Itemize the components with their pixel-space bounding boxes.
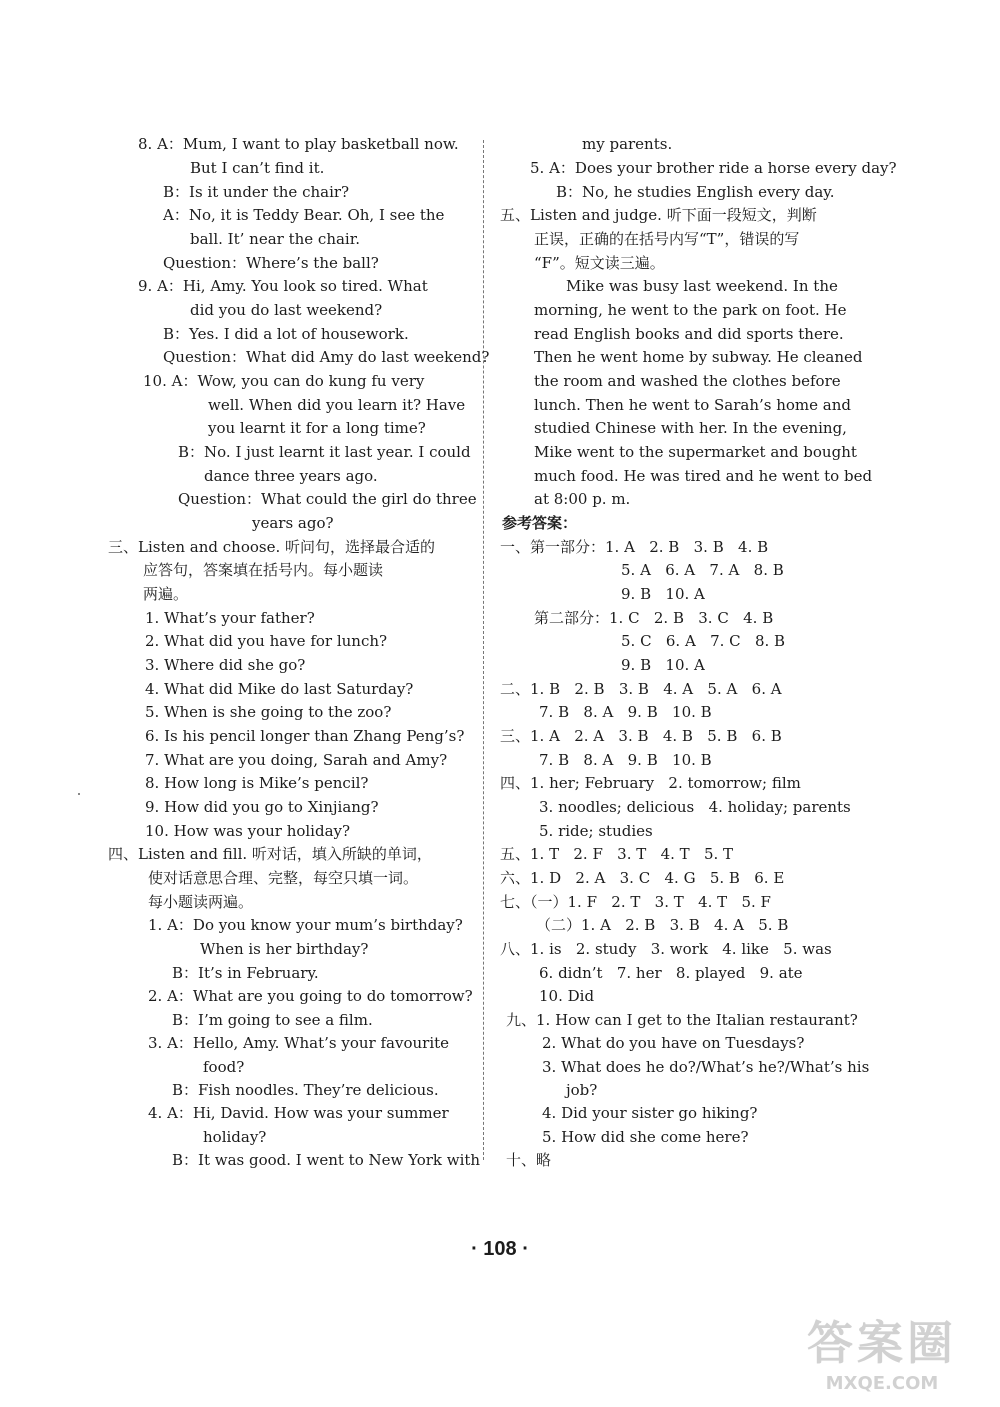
- question-item: 7. What are you doing, Sarah and Amy?: [145, 751, 448, 769]
- answer-line: 六、1. D 2. A 3. C 4. G 5. B 6. E: [500, 869, 785, 887]
- dialogue-line: When is her birthday?: [200, 940, 369, 958]
- scan-speck: [78, 793, 80, 795]
- dialogue-line: 3. A：Hello, Amy. What’s your favourite: [148, 1034, 450, 1052]
- question-item: 9. How did you go to Xinjiang?: [145, 798, 379, 816]
- answer-line: 7. B 8. A 9. B 10. B: [539, 703, 712, 721]
- dialogue-line: A：No, it is Teddy Bear. Oh, I see the: [163, 206, 445, 224]
- dialogue-line: B：Yes. I did a lot of housework.: [163, 325, 409, 343]
- answer-line: 三、1. A 2. A 3. B 4. B 5. B 6. B: [500, 727, 782, 745]
- column-divider: [483, 140, 484, 1160]
- answer-line: 第二部分：1. C 2. B 3. C 4. B: [534, 609, 774, 627]
- dialogue-line: B：Fish noodles. They’re delicious.: [172, 1081, 439, 1099]
- question-item: 10. How was your holiday?: [145, 822, 351, 840]
- answer-line: 10. Did: [539, 987, 595, 1005]
- passage-line: Mike was busy last weekend. In the: [566, 277, 838, 295]
- answer-line: 5. ride; studies: [539, 822, 653, 840]
- section-heading: 五、Listen and judge. 听下面一段短文，判断: [500, 206, 817, 224]
- answer-line: 5. A 6. A 7. A 8. B: [621, 561, 784, 579]
- passage-line: morning, he went to the park on foot. He: [534, 301, 847, 319]
- passage-line: the room and washed the clothes before: [534, 372, 841, 390]
- dialogue-line: ball. It’ near the chair.: [190, 230, 361, 248]
- passage-line: Then he went home by subway. He cleaned: [534, 348, 863, 366]
- answer-line: 5. C 6. A 7. C 8. B: [621, 632, 786, 650]
- dialogue-line: my parents.: [582, 135, 673, 153]
- question-item: 4. What did Mike do last Saturday?: [145, 680, 414, 698]
- dialogue-line: 8. A：Mum, I want to play basketball now.: [138, 135, 459, 153]
- answer-line: job?: [566, 1081, 598, 1099]
- dialogue-line: B：I’m going to see a film.: [172, 1011, 373, 1029]
- dialogue-line: B：It’s in February.: [172, 964, 319, 982]
- answer-line: 七、（一）1. F 2. T 3. T 4. T 5. F: [500, 893, 771, 911]
- passage-line: Mike went to the supermarket and bought: [534, 443, 857, 461]
- answer-line: 四、1. her; February 2. tomorrow; film: [500, 774, 801, 792]
- answer-line: 二、1. B 2. B 3. B 4. A 5. A 6. A: [500, 680, 782, 698]
- dialogue-line: 10. A：Wow, you can do kung fu very: [143, 372, 425, 390]
- dialogue-line: B：No. I just learnt it last year. I could: [178, 443, 471, 461]
- answer-line: 6. didn’t 7. her 8. played 9. ate: [539, 964, 803, 982]
- question-item: 6. Is his pencil longer than Zhang Peng’s?: [145, 727, 465, 745]
- answer-line: 9. B 10. A: [621, 585, 705, 603]
- section-instruction: 应答句，答案填在括号内。每小题读: [143, 561, 384, 579]
- answer-line: 五、1. T 2. F 3. T 4. T 5. T: [500, 845, 734, 863]
- section-instruction: 两遍。: [143, 585, 189, 603]
- answer-line: 3. What does he do?/What’s he?/What’s his: [542, 1058, 870, 1076]
- watermark-logo: [782, 1307, 982, 1397]
- section-heading: 三、Listen and choose. 听问句，选择最合适的: [108, 538, 435, 556]
- dialogue-line: did you do last weekend?: [190, 301, 383, 319]
- question-item: 5. When is she going to the zoo?: [145, 703, 392, 721]
- question-line: Question：What did Amy do last weekend?: [163, 348, 490, 366]
- dialogue-line: holiday?: [203, 1128, 267, 1146]
- answer-line: 八、1. is 2. study 3. work 4. like 5. was: [500, 940, 832, 958]
- section-instruction: 使对话意思合理、完整，每空只填一词。: [148, 869, 419, 887]
- dialogue-line: 9. A：Hi, Amy. You look so tired. What: [138, 277, 428, 295]
- answer-line: 4. Did your sister go hiking?: [542, 1104, 758, 1122]
- answer-line: 9. B 10. A: [621, 656, 705, 674]
- question-item: 1. What’s your father?: [145, 609, 315, 627]
- answer-line: 九、1. How can I get to the Italian restaurant?: [506, 1011, 858, 1029]
- section-instruction: 正误，正确的在括号内写“T”，错误的写: [534, 230, 800, 248]
- answer-line: 3. noodles; delicious 4. holiday; parents: [539, 798, 851, 816]
- dialogue-line: B：No, he studies English every day.: [556, 183, 835, 201]
- answer-line: 一、第一部分：1. A 2. B 3. B 4. B: [500, 538, 769, 556]
- watermark-logo-text: 答案圈: [807, 1316, 957, 1370]
- watermark-url: MXQE.COM: [825, 1373, 939, 1394]
- passage-line: studied Chinese with her. In the evening,: [534, 419, 847, 437]
- section-heading: 四、Listen and fill. 听对话，填入所缺的单词，: [108, 845, 432, 863]
- question-line: years ago?: [252, 514, 334, 532]
- section-instruction: 每小题读两遍。: [148, 893, 254, 911]
- dialogue-line: B：It was good. I went to New York with: [172, 1151, 481, 1169]
- passage-line: read English books and did sports there.: [534, 325, 844, 343]
- question-item: 8. How long is Mike’s pencil?: [145, 774, 369, 792]
- dialogue-line: well. When did you learn it? Have: [208, 396, 466, 414]
- answer-line: 十、略: [506, 1151, 552, 1169]
- dialogue-line: food?: [203, 1058, 245, 1076]
- answer-line: 2. What do you have on Tuesdays?: [542, 1034, 805, 1052]
- dialogue-line: you learnt it for a long time?: [208, 419, 426, 437]
- answer-line: （二）1. A 2. B 3. B 4. A 5. B: [536, 916, 789, 934]
- dialogue-line: But I can’t find it.: [190, 159, 325, 177]
- dialogue-line: 1. A：Do you know your mum’s birthday?: [148, 916, 463, 934]
- answer-line: 7. B 8. A 9. B 10. B: [539, 751, 712, 769]
- section-instruction: “F”。短文读三遍。: [534, 254, 665, 272]
- passage-line: lunch. Then he went to Sarah’s home and: [534, 396, 851, 414]
- answer-key-heading: 参考答案：: [502, 514, 578, 532]
- passage-line: much food. He was tired and he went to bed: [534, 467, 873, 485]
- question-line: Question：What could the girl do three: [178, 490, 477, 508]
- passage-line: at 8:00 p. m.: [534, 490, 631, 508]
- dialogue-line: B：Is it under the chair?: [163, 183, 350, 201]
- dialogue-line: 5. A：Does your brother ride a horse every day?: [530, 159, 897, 177]
- question-item: 3. Where did she go?: [145, 656, 306, 674]
- dialogue-line: 2. A：What are you going to do tomorrow?: [148, 987, 473, 1005]
- question-item: 2. What did you have for lunch?: [145, 632, 388, 650]
- answer-line: 5. How did she come here?: [542, 1128, 749, 1146]
- page-number: · 108 ·: [471, 1238, 529, 1260]
- question-line: Question：Where’s the ball?: [163, 254, 379, 272]
- dialogue-line: 4. A：Hi, David. How was your summer: [148, 1104, 449, 1122]
- dialogue-line: dance three years ago.: [204, 467, 378, 485]
